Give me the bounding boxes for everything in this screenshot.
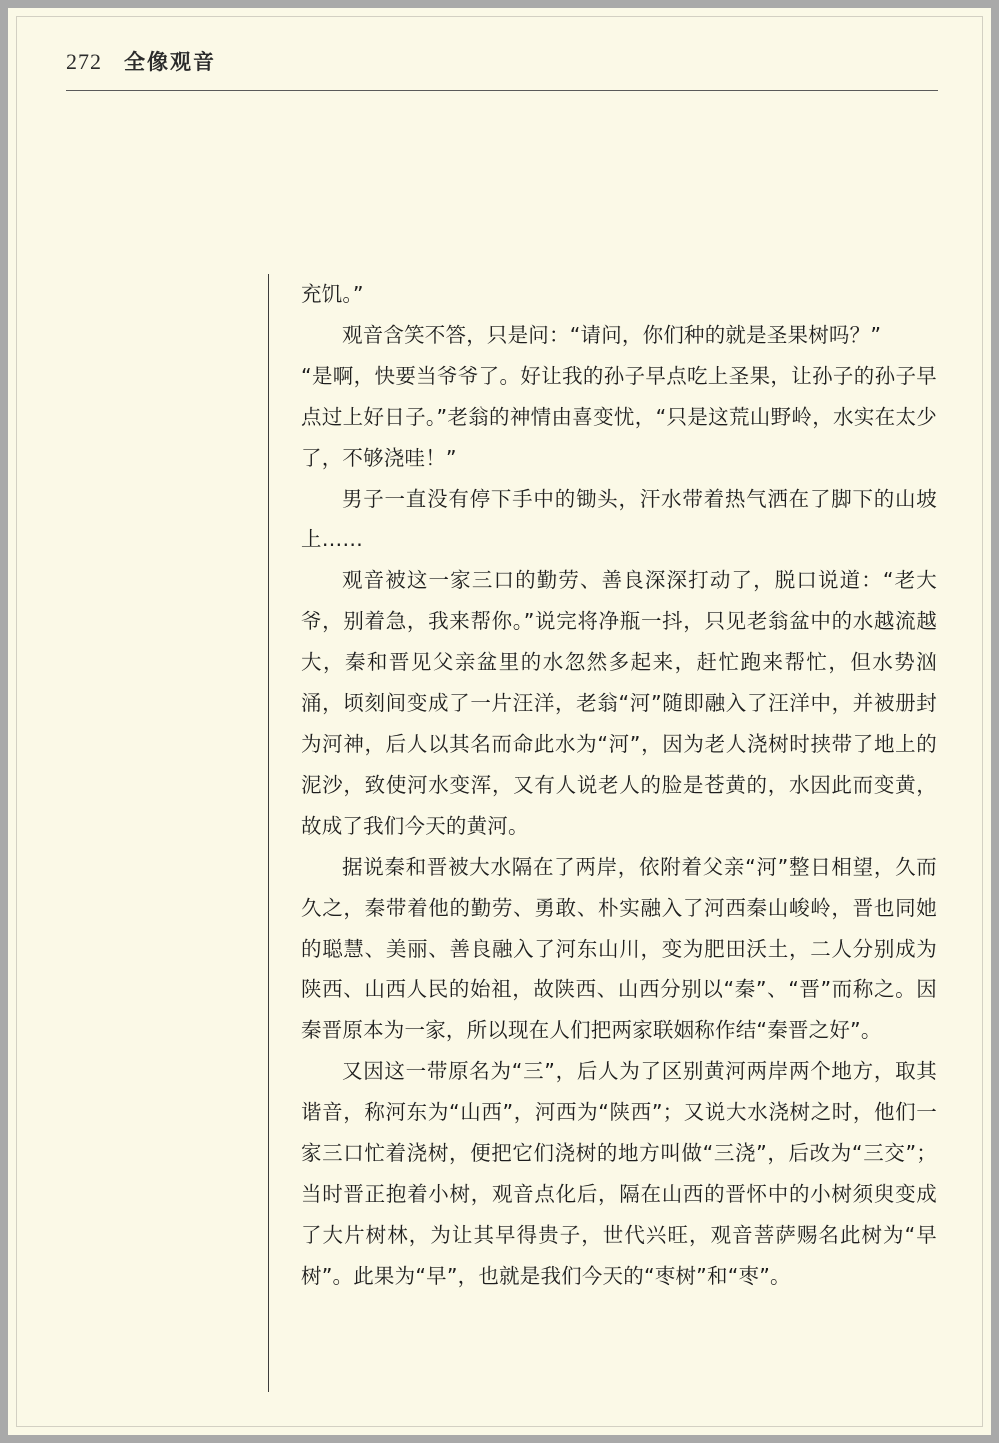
body-text: [301, 274, 937, 1297]
header-rule: [66, 90, 938, 91]
paragraph: 男子一直没有停下手中的锄头，汗水带着热气洒在了脚下的山坡上……: [301, 486, 937, 552]
margin-rule: [268, 274, 269, 1392]
running-header: [66, 46, 216, 76]
paragraph: 充饥。”: [301, 282, 364, 306]
paragraph: 观音含笑不答，只是问：“请问，你们种的就是圣果树吗？”: [342, 322, 882, 347]
paragraph: 又因这一带原名为“三”，后人为了区别黄河两岸两个地方，取其谐音，称河东为“山西”，河西为“陕西”；又说大水浇树之时，他们一家三口忙着浇树，便把它们浇树的地方叫做“三浇”，后改为“三交”；当时晋正抱着小树，观音点化后，隔在山西的晋怀中的小树须臾变成了大片树林，为让其早得贵子，世代兴旺，观音菩萨赐名此树为“早树”。此果为“早”，也就是我们今天的“枣树”和“枣”。: [301, 1059, 937, 1288]
paragraph: “是啊，快要当爷爷了。好让我的孙子早点吃上圣果，让孙子的孙子早点过上好日子。”老翁的神情由喜变忧，“只是这荒山野岭，水实在太少了，不够浇哇！”: [301, 363, 937, 470]
paragraph: 据说秦和晋被大水隔在了两岸，依附着父亲“河”整日相望，久而久之，秦带着他的勤劳、勇敢、朴实融入了河西秦山峻岭，晋也同她的聪慧、美丽、善良融入了河东山川，变为肥田沃土，二人分别成为陕西、山西人民的始祖，故陕西、山西分别以“秦”、“晋”而称之。因秦晋原本为一家，所以现在人们把两家联姻称作结“秦晋之好”。: [301, 854, 937, 1043]
page-number: 272: [66, 49, 102, 74]
book-title: 全像观音: [124, 49, 216, 74]
paragraph: 观音被这一家三口的勤劳、善良深深打动了，脱口说道：“老大爷，别着急，我来帮你。”说完将净瓶一抖，只见老翁盆中的水越流越大，秦和晋见父亲盆里的水忽然多起来，赶忙跑来帮忙，但水势汹涌，顷刻间变成了一片汪洋，老翁“河”随即融入了汪洋中，并被册封为河神，后人以其名而命此水为“河”，因为老人浇树时挟带了地上的泥沙，致使河水变浑，又有人说老人的脸是苍黄的，水因此而变黄，故成了我们今天的黄河。: [301, 568, 937, 838]
